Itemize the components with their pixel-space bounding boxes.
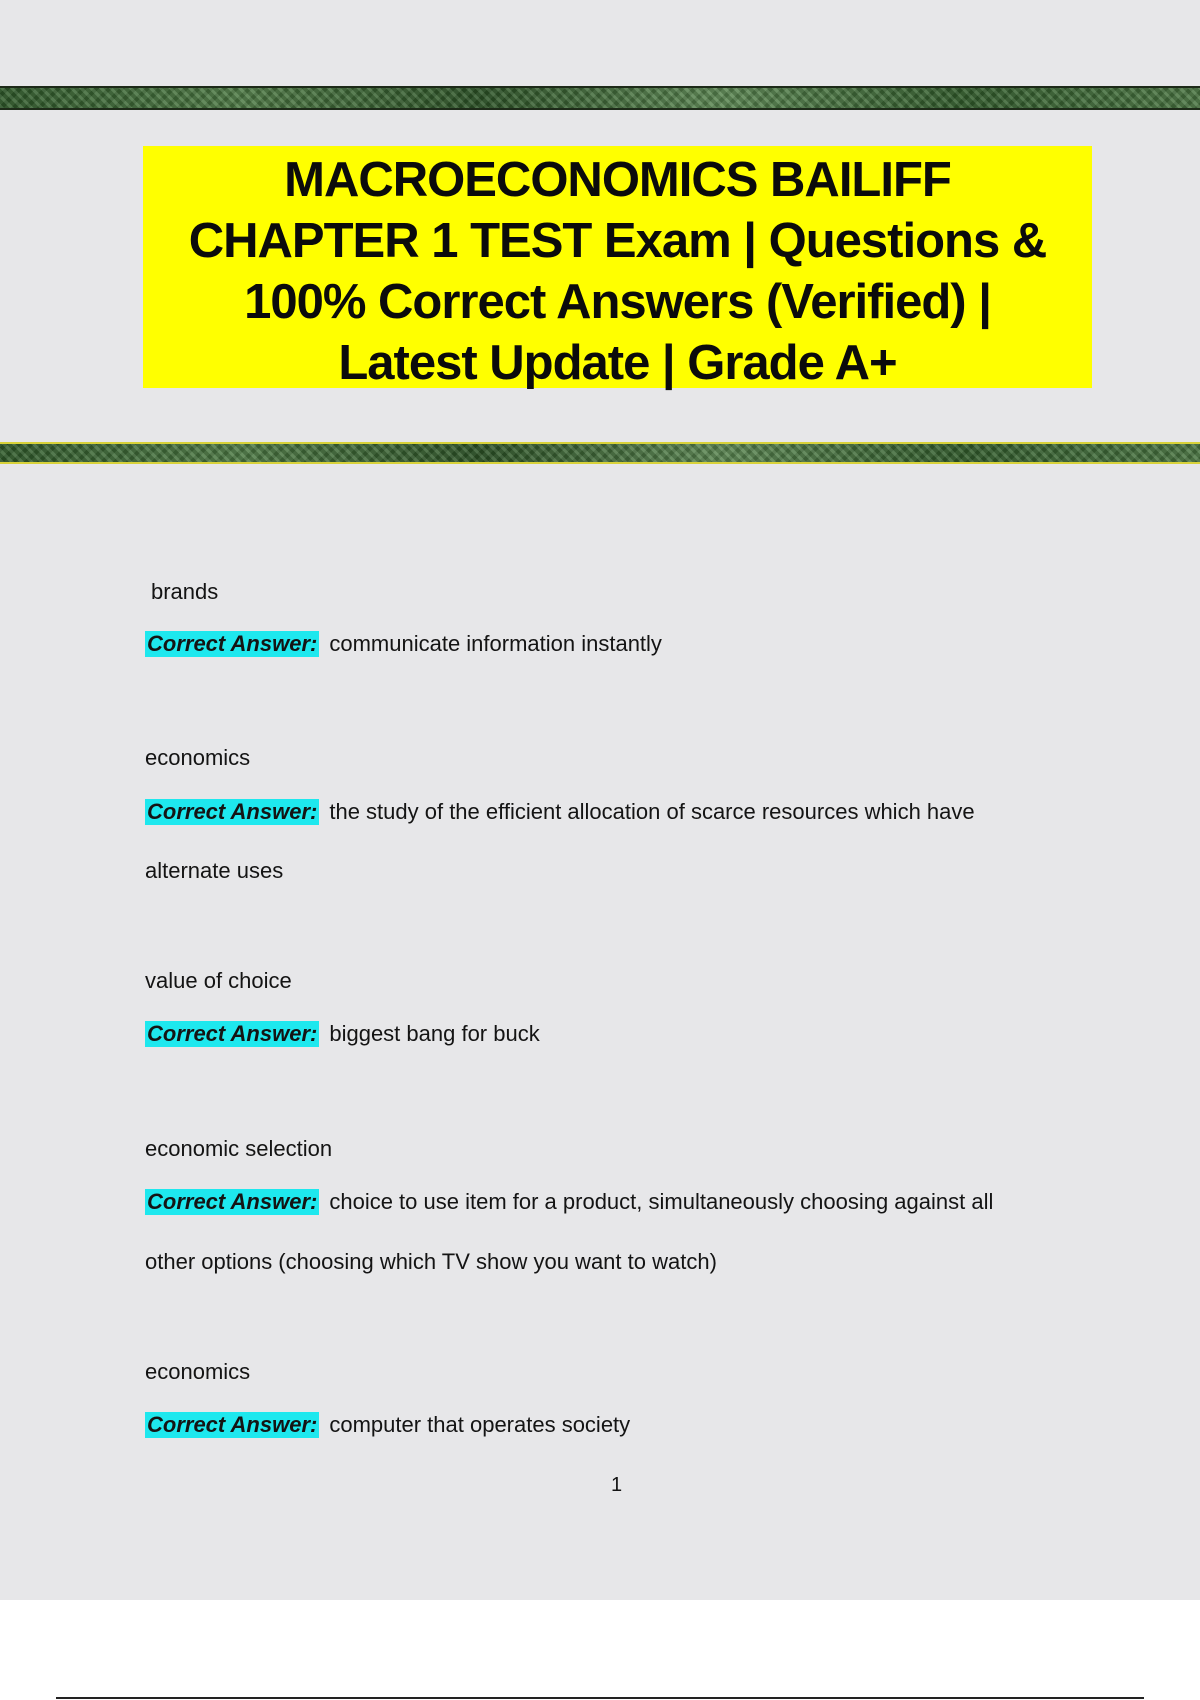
next-page-divider — [56, 1697, 1144, 1699]
page-number: 1 — [610, 1474, 623, 1496]
question-term: brands — [151, 579, 219, 604]
answer-text-continued: alternate uses — [145, 858, 284, 883]
answer-text-continued: other options (choosing which TV show you want to watch) — [145, 1249, 717, 1274]
question-term: economic selection — [145, 1136, 333, 1161]
correct-answer-label: Correct Answer: — [147, 799, 318, 824]
answer-text: choice to use item for a product, simultaneously choosing against all — [329, 1189, 994, 1214]
document-title — [151, 150, 1084, 394]
title-line-3: 100% Correct Answers (Verified) | — [244, 275, 991, 329]
answer-text: the study of the efficient allocation of scarce resources which have — [329, 799, 975, 824]
answer-text: biggest bang for buck — [329, 1021, 540, 1046]
question-term: economics — [145, 745, 251, 770]
correct-answer-label: Correct Answer: — [147, 1412, 318, 1437]
title-line-1: MACROECONOMICS BAILIFF — [284, 153, 951, 207]
decorative-border-bottom — [0, 442, 1200, 464]
correct-answer-label: Correct Answer: — [147, 1021, 318, 1046]
answer-line — [145, 1021, 540, 1047]
correct-answer-label: Correct Answer: — [147, 1189, 318, 1214]
answer-line — [145, 631, 662, 657]
answer-text: computer that operates society — [329, 1412, 631, 1437]
title-line-4: Latest Update | Grade A+ — [338, 336, 897, 390]
title-line-2: CHAPTER 1 TEST Exam | Questions & — [188, 214, 1047, 268]
answer-text: communicate information instantly — [329, 631, 662, 656]
question-term: economics — [145, 1359, 251, 1384]
decorative-border-top — [0, 86, 1200, 110]
answer-line — [145, 799, 975, 825]
title-banner — [143, 146, 1092, 388]
answer-line — [145, 1189, 993, 1215]
answer-line — [145, 1412, 630, 1438]
correct-answer-label: Correct Answer: — [147, 631, 318, 656]
question-term: value of choice — [145, 968, 292, 993]
